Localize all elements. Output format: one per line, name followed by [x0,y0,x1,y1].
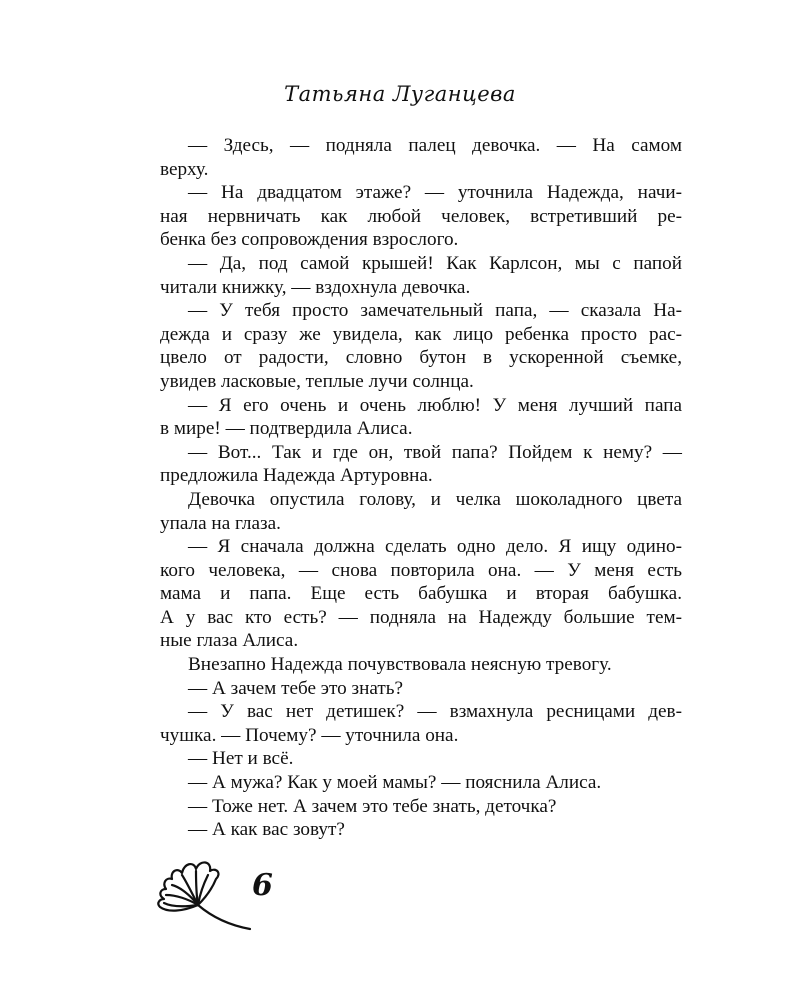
text-line: — У вас нет детишек? — взмахнула ресницами дев- [188,701,682,723]
text-line: — А зачем тебе это знать? [188,677,404,699]
text-line: читали книжку, — вздохнула девочка. [160,276,471,298]
text-line: верху. [160,158,209,180]
text-line: — Я его очень и очень люблю! У меня лучший папа [188,394,682,416]
text-line: мама и папа. Еще есть бабушка и вторая бабушка. [160,583,682,605]
text-line: — Тоже нет. А зачем это тебе знать, деточка? [188,795,557,817]
page-number: 6 [252,868,273,903]
text-line: в мире! — подтвердила Алиса. [160,418,413,440]
page-body-text [160,134,682,842]
text-line: бенка без сопровождения взрослого. [160,229,459,251]
text-line: упала на глаза. [160,512,281,534]
text-line: — На двадцатом этаже? — уточнила Надежда, начи- [188,182,682,204]
text-line: ные глаза Алиса. [160,630,299,652]
text-line: — А как вас зовут? [188,819,345,841]
text-line: — Нет и всё. [188,748,294,770]
text-line: А у вас кто есть? — подняла на Надежду большие тем- [160,606,682,628]
text-line: цвело от радости, словно бутон в ускоренной съемке, [160,347,682,369]
running-header-author: Татьяна Луганцева [284,82,516,106]
text-line: Внезапно Надежда почувствовала неясную тревогу. [188,654,612,676]
text-line: Девочка опустила голову, и челка шоколадного цвета [188,488,682,510]
text-line: — Здесь, — подняла палец девочка. — На самом [188,135,682,156]
text-line: — У тебя просто замечательный папа, — сказала На- [188,300,682,322]
text-line: — Да, под самой крышей! Как Карлсон, мы с папой [188,252,682,274]
text-line: — А мужа? Как у моей мамы? — пояснила Алиса. [188,772,602,794]
text-line: дежда и сразу же увидела, как лицо ребенка просто рас- [160,323,682,345]
ginkgo-leaf-icon [154,855,254,935]
text-line: — Вот... Так и где он, твой папа? Пойдем к нему? — [188,441,682,463]
text-line: предложила Надежда Артуровна. [160,465,433,487]
text-line: увидев ласковые, теплые лучи солнца. [160,370,474,392]
text-line: чушка. — Почему? — уточнила она. [160,724,459,746]
text-line: кого человека, — снова повторила она. — У меня есть [160,559,682,581]
text-line: ная нервничать как любой человек, встретивший ре- [160,205,682,227]
text-line: — Я сначала должна сделать одно дело. Я ищу одино- [188,536,682,558]
